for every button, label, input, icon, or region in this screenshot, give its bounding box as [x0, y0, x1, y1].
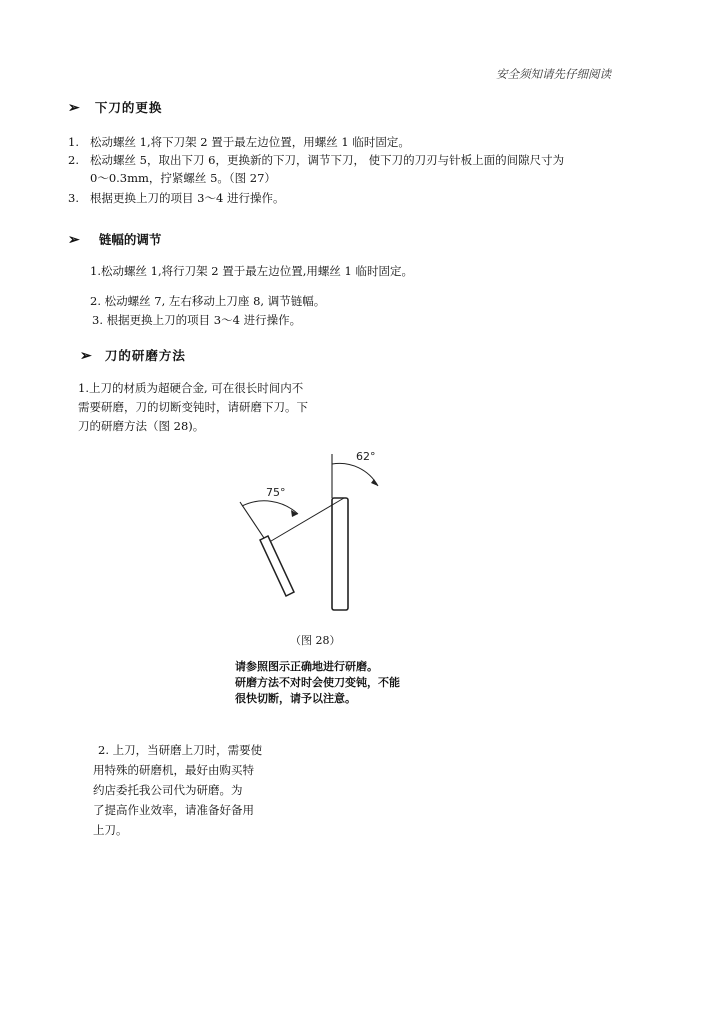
arrow-bullet-icon: ➢ — [80, 348, 92, 364]
notice-line: 研磨方法不对时会使刀变钝，不能 — [235, 676, 400, 689]
reference-line — [240, 502, 264, 538]
paragraph-line: 约店委托我公司代为研磨。为 — [93, 783, 243, 797]
list-item: 3. 根据更换上刀的项目 3～4 进行操作。 — [68, 191, 285, 205]
section-title: 链幅的调节 — [98, 232, 162, 247]
section-title: 刀的研磨方法 — [104, 348, 186, 363]
arrow-bullet-icon: ➢ — [68, 232, 80, 248]
list-item: 1. 松动螺丝 1,将下刀架 2 置于最左边位置，用螺丝 1 临时固定。 — [68, 135, 410, 149]
lower-blade-shape — [260, 536, 294, 596]
list-item: 2. 松动螺丝 5，取出下刀 6，更换新的下刀，调节下刀， 使下刀的刀刃与针板上面的间隙尺寸为 — [68, 153, 565, 167]
angle-label-right: 62° — [356, 450, 376, 463]
list-item: 1.松动螺丝 1,将行刀架 2 置于最左边位置,用螺丝 1 临时固定。 — [90, 264, 414, 278]
angle-label-left: 75° — [266, 486, 286, 499]
paragraph-line: 1.上刀的材质为超硬合金, 可在很长时间内不 — [78, 381, 304, 395]
list-item: 3. 根据更换上刀的项目 3～4 进行操作。 — [92, 313, 302, 327]
paragraph-line: 2. 上刀，当研磨上刀时，需要使 — [98, 743, 263, 757]
paragraph-line: 刀的研磨方法（图 28)。 — [78, 419, 205, 433]
arrow-bullet-icon: ➢ — [68, 100, 80, 116]
section-title: 下刀的更换 — [94, 100, 163, 115]
paragraph-line: 上刀。 — [93, 823, 128, 837]
section-heading-blade-replacement — [68, 97, 162, 116]
notice-line: 很快切断，请予以注意。 — [235, 692, 356, 705]
section-heading-chain-width — [68, 229, 161, 248]
paragraph-line: 了提高作业效率，请准备好备用 — [93, 803, 254, 817]
grinding-angle-diagram — [220, 440, 420, 620]
notice-line: 请参照图示正确地进行研磨。 — [235, 660, 378, 673]
section-heading-grinding — [80, 345, 186, 364]
page-header: 安全须知请先仔细阅读 — [496, 67, 611, 81]
paragraph-line: 用特殊的研磨机，最好由购买特 — [93, 763, 254, 777]
list-item: 2. 松动螺丝 7, 左右移动上刀座 8, 调节链幅。 — [90, 294, 326, 308]
list-item-continuation: 0～0.3mm，拧紧螺丝 5。（图 27） — [90, 171, 276, 185]
upper-blade-shape — [332, 498, 348, 610]
figure-caption: （图 28） — [290, 634, 341, 647]
paragraph-line: 需要研磨，刀的切断变钝时，请研磨下刀。下 — [78, 400, 308, 414]
angle-arc — [332, 463, 378, 486]
angle-arc — [242, 501, 298, 514]
